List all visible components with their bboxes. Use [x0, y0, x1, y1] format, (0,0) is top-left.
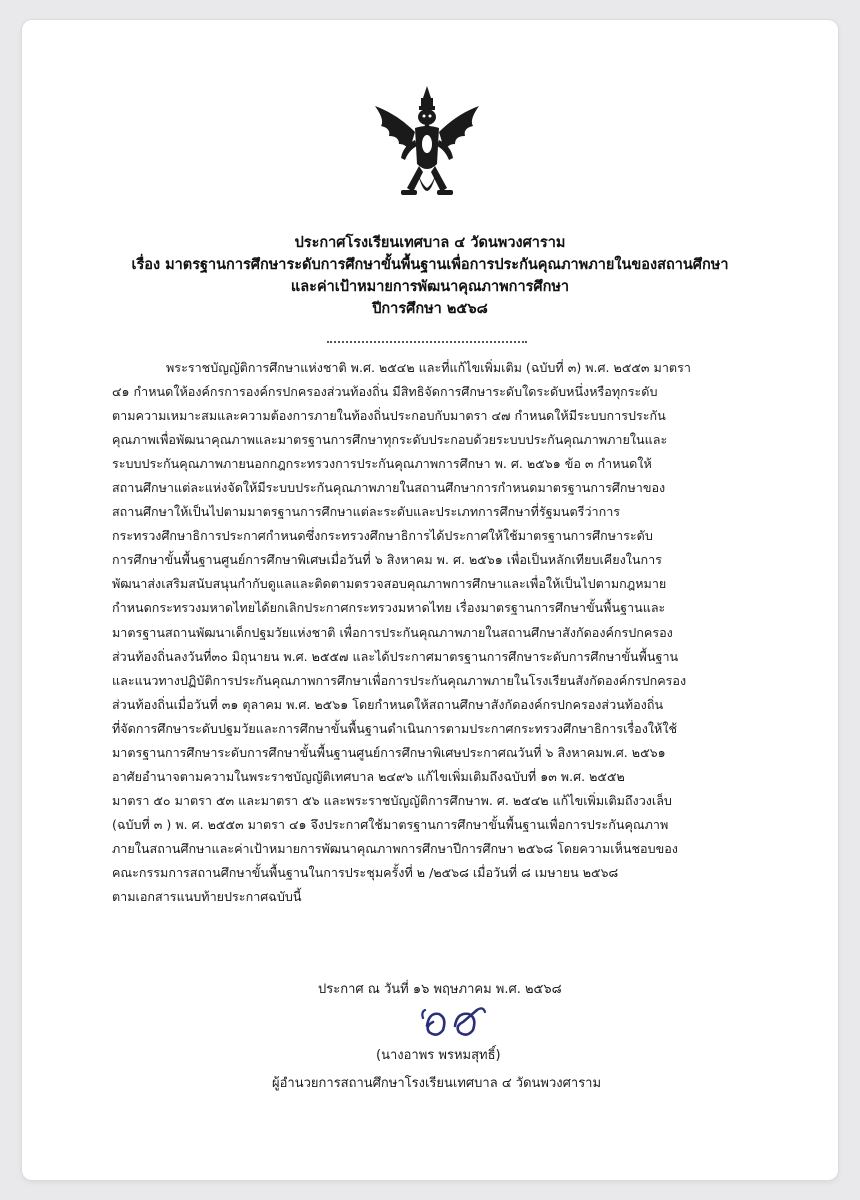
body-line: พัฒนาส่งเสริมสนับสนุนกำกับดูแลและติดตามตรวจสอบคุณภาพการศึกษาและเพื่อให้เป็นไปตามกฎหมาย [112, 576, 667, 592]
body-line: ที่จัดการศึกษาระดับปฐมวัยและการศึกษาขั้นพื้นฐานดำเนินการตามประกาศกระทรวงศึกษาธิการเรื่องให้ใช้ [112, 720, 678, 736]
body-line: (ฉบับที่ ๓ ) พ. ศ. ๒๕๕๓ มาตรา ๔๑ จึงประกาศใช้มาตรฐานการศึกษาขั้นพื้นฐานเพื่อการประกันคุณภาพ [112, 816, 669, 832]
title-divider [327, 341, 527, 343]
body-line: สถานศึกษาให้เป็นไปตามมาตรฐานการศึกษาแต่ละระดับและประเภทการศึกษาที่รัฐมนตรีว่าการ [112, 504, 621, 520]
body-line: การศึกษาขั้นพื้นฐานศูนย์การศึกษาพิเศษเมื่อวันที่ ๖ สิงหาคม พ. ศ. ๒๕๖๑ เพื่อเป็นหลักเทียบเคียงในการ [112, 552, 662, 568]
body-line: ระบบประกันคุณภาพภายนอกกฎกระทรวงการประกันคุณภาพการศึกษา พ. ศ. ๒๕๖๑ ข้อ ๓ กำหนดให้ [112, 456, 652, 472]
signer-position: ผู้อำนวยการสถานศึกษาโรงเรียนเทศบาล ๔ วัดนพวงศาราม [272, 1076, 602, 1091]
announce-date: ประกาศ ณ วันที่ ๑๖ พฤษภาคม พ.ศ. ๒๕๖๘ [318, 982, 562, 997]
body-line: ภายในสถานศึกษาและค่าเป้าหมายการพัฒนาคุณภาพการศึกษาปีการศึกษา ๒๕๖๘ โดยความเห็นชอบของ [112, 840, 678, 856]
body-line: ส่วนท้องถิ่นลงวันที่๓๐ มิถุนายน พ.ศ. ๒๕๕๗ และได้ประกาศมาตรฐานการศึกษาระดับการศึกษาขั้นพื้นฐาน [112, 648, 679, 664]
body-line: และแนวทางปฏิบัติการประกันคุณภาพการศึกษาเพื่อการประกันคุณภาพภายในโรงเรียนสังกัดองค์กรปกครอง [112, 672, 687, 688]
signer-name: (นางอาพร พรหมสุทธิ์) [376, 1048, 501, 1063]
document-page [22, 20, 838, 1180]
body-line: อาศัยอำนาจตามความในพระราชบัญญัติเทศบาล ๒๔๙๖ แก้ไขเพิ่มเติมถึงฉบับที่ ๑๓ พ.ศ. ๒๕๕๒ [112, 768, 625, 784]
body-line: กระทรวงศึกษาธิการประกาศกำหนดซึ่งกระทรวงศึกษาธิการได้ประกาศให้ใช้มาตรฐานการศึกษาระดับ [112, 528, 653, 544]
handwritten-signature [417, 1004, 497, 1048]
body-line: ตามความเหมาะสมและความต้องการภายในท้องถิ่นประกอบกับมาตรา ๔๗ กำหนดให้มีระบบการประกัน [112, 408, 666, 424]
body-line: ส่วนท้องถิ่นเมื่อวันที่ ๓๑ ตุลาคม พ.ศ. ๒๕๖๑ โดยกำหนดให้สถานศึกษาสังกัดองค์กรปกครองส่วนท้องถิ่น [112, 696, 664, 712]
title-line-4: ปีการศึกษา ๒๕๖๘ [372, 301, 488, 317]
body-line: สถานศึกษาแต่ละแห่งจัดให้มีระบบประกันคุณภาพภายในสถานศึกษาการกำหนดมาตรฐานการศึกษาของ [112, 480, 666, 496]
title-line-2: เรื่อง มาตรฐานการศึกษาระดับการศึกษาขั้นพื้นฐานเพื่อการประกันคุณภาพภายในของสถานศึกษา [131, 257, 729, 273]
body-paragraph [112, 356, 792, 909]
title-line-3: และค่าเป้าหมายการพัฒนาคุณภาพการศึกษา [290, 279, 570, 295]
body-line: มาตรฐานสถานพัฒนาเด็กปฐมวัยแห่งชาติ เพื่อการประกันคุณภาพภายในสถานศึกษาสังกัดองค์กรปกครอง [112, 624, 673, 640]
body-line: คณะกรรมการสถานศึกษาขั้นพื้นฐานในการประชุมครั้งที่ ๒ /๒๕๖๘ เมื่อวันที่ ๘ เมษายน ๒๕๖๘ [112, 864, 619, 880]
body-line: มาตรฐานการศึกษาระดับการศึกษาขั้นพื้นฐานศูนย์การศึกษาพิเศษประกาศณวันที่ ๖ สิงหาคมพ.ศ. ๒๕๖๑ [112, 744, 666, 760]
body-line: ๔๑ กำหนดให้องค์กรการองค์กรปกครองส่วนท้องถิ่น มีสิทธิจัดการศึกษาระดับใดระดับหนึ่งหรือทุกระดับ [112, 384, 658, 400]
body-line: มาตรา ๕๐ มาตรา ๕๓ และมาตรา ๕๖ และพระราชบัญญัติการศึกษาพ. ศ. ๒๕๔๒ แก้ไขเพิ่มเติมถึงวงเล็บ [112, 792, 672, 808]
body-line: กำหนดกระทรวงมหาดไทยได้ยกเลิกประกาศกระทรวงมหาดไทย เรื่องมาตรฐานการศึกษาขั้นพื้นฐานและ [112, 600, 666, 616]
garuda-emblem-icon [367, 84, 487, 214]
document-title [62, 232, 798, 320]
body-line: คุณภาพเพื่อพัฒนาคุณภาพและมาตรฐานการศึกษาทุกระดับประกอบด้วยระบบประกันคุณภาพภายในและ [112, 432, 668, 448]
title-line-1: ประกาศโรงเรียนเทศบาล ๔ วัดนพวงศาราม [294, 235, 566, 251]
body-line: พระราชบัญญัติการศึกษาแห่งชาติ พ.ศ. ๒๕๔๒ และที่แก้ไขเพิ่มเติม (ฉบับที่ ๓) พ.ศ. ๒๕๕๓ มาตรา [166, 360, 691, 375]
body-line: ตามเอกสารแนบท้ายประกาศฉบับนี้ [112, 889, 302, 905]
